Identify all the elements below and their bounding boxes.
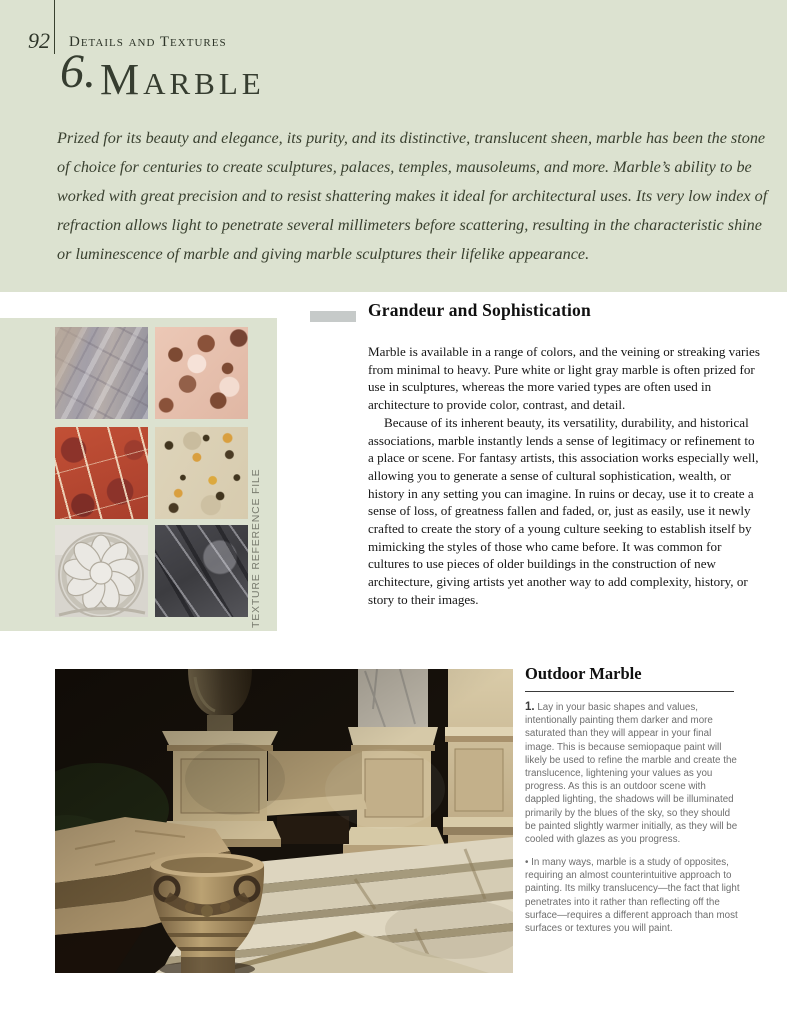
intro-paragraph: Prized for its beauty and elegance, its purity, and its distinctive, translucent sheen, marble has been the stone of choice for centuries to create sculptures, palaces, temples, mausoleums, and more. Marble’s ability to be worked with great precision and to resist shattering makes it ideal for architectural uses. Its very low index of refraction allows light to penetrate several millimeters before scattering, resulting in the characteristic shine or luminescence of marble and giving marble sculptures their lifelike appearance. <box>57 129 768 263</box>
section-title-text: Marble <box>100 55 265 104</box>
swatch-pink-marble-brown-veining <box>155 327 248 419</box>
body-text-column <box>368 343 761 609</box>
texture-reference-label: TEXTURE REFERENCE FILE <box>250 468 262 628</box>
section-title <box>60 45 265 104</box>
chapter-title: Details and Textures <box>69 34 227 50</box>
tutorial-heading-rule <box>525 691 734 692</box>
swatch-red-breccia-marble <box>55 427 148 519</box>
tutorial-bullet <box>525 856 740 935</box>
swatch-white-gray-veined-marble <box>55 327 148 419</box>
step-text: Lay in your basic shapes and values, intentionally painting them darker and more saturated than they will appear in your final image. This is because semiopaque paint will likely be used to refine the marble and create the translucence, lightening your values as you progress. As this is an outdoor scene with dappled lighting, the shadows will be illuminated primarily by the blues of the sky, so they should be painted slightly warmer initially, as they will be cooled with glazes as you progress. <box>525 702 738 846</box>
section-heading: Grandeur and Sophistication <box>368 300 591 320</box>
swatch-carved-marble-rosette <box>55 525 148 617</box>
tutorial-step-1 <box>525 701 740 846</box>
swatch-dark-gray-marble <box>155 525 248 617</box>
body-paragraph-2: Because of its inherent beauty, its versatility, durability, and historical associations, marble instantly lends a sense of legitimacy or refinement to a place or scene. For fantasy artists, this association works especially well, allowing you to generate a sense of cultural sophistication, wealth, or history in any setting you can imagine. In ruins or decay, use it to create a sense of loss, of greatness fallen and faded, or, just as easily, use it newly crafted to create the story of a young culture seeking to establish itself by mimicking the styles of those who came before. It was common for cultures to use pieces of older buildings in the construction of new architecture, giving artists yet another way to add complexity, history, or story to their images. <box>368 414 759 607</box>
bullet-text: In many ways, marble is a study of opposites, requiring an almost counterintuitive approach to painting. Its milky translucency—the fact that light penetrates into it rather than reflecting off the surface—requires a different approach than most surfaces or textures you will paint. <box>525 857 740 935</box>
section-marker-bar <box>310 311 356 322</box>
tutorial-heading: Outdoor Marble <box>525 664 642 683</box>
section-number: 6. <box>60 45 96 98</box>
bullet-marker: • <box>525 857 529 868</box>
page-number: 92 <box>28 28 50 53</box>
body-paragraph-1: Marble is available in a range of colors, and the veining or streaking varies from minimal to heavy. Pure white or light gray marble is often prized for use in sculptures, whereas the more varied types are often used in architecture to provide color, contrast, and detail. <box>368 344 760 413</box>
outdoor-marble-photo <box>55 669 513 973</box>
header-divider <box>54 0 55 54</box>
swatch-cream-fossil-marble <box>155 427 248 519</box>
step-number: 1. <box>525 701 535 713</box>
